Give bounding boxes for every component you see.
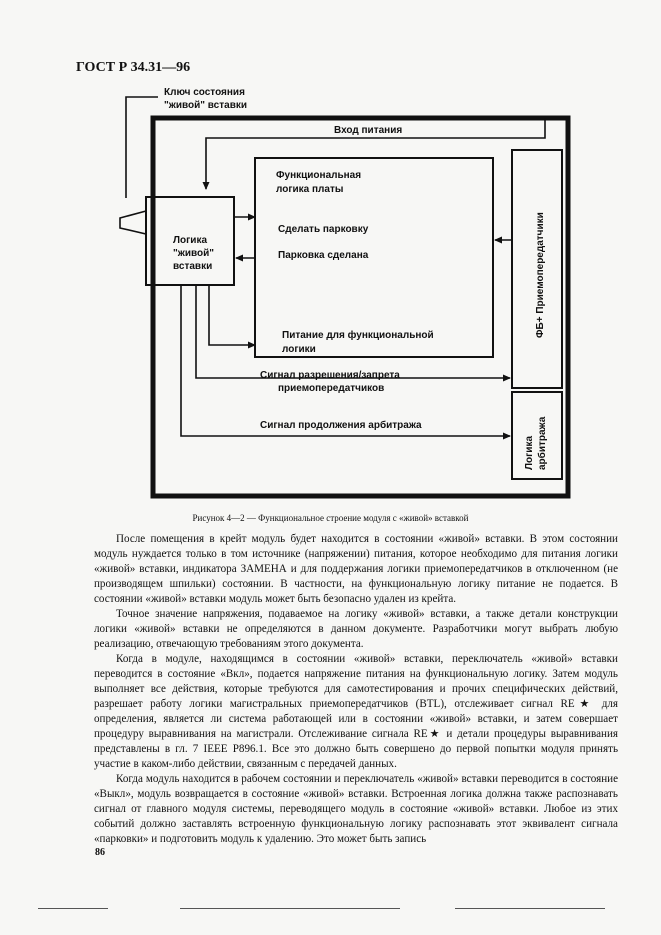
key-label-line1: Ключ состояния (164, 87, 245, 98)
figure-caption: Рисунок 4—2 — Функциональное строение модуля с «живой» вставкой (192, 513, 469, 523)
page-number: 86 (95, 847, 105, 858)
arbitration-signal-label: Сигнал продолжения арбитража (260, 420, 422, 431)
live-logic-line2: "живой" (173, 248, 214, 259)
document-header: ГОСТ Р 34.31—96 (76, 60, 191, 75)
park-command-label: Сделать парковку (278, 224, 369, 235)
live-logic-line3: вставки (173, 261, 213, 272)
arbitration-logic-line2: арбитража (537, 416, 548, 470)
footer-rule-left (38, 908, 108, 909)
enable-signal-line1: Сигнал разрешения/запрета (260, 370, 400, 381)
functional-power-arrow (209, 285, 255, 345)
functional-power-line1: Питание для функциональной (282, 330, 434, 341)
power-input-label: Вход питания (334, 125, 403, 136)
paragraph: После помещения в крейт модуль будет находится в состоянии «живой» вставки. В этом состоянии модуль нуждается только в том источнике (напряжении) питания, которое необходимо для питания логики «живой» вставки, индикатора ЗАМЕНА и для поддержания логики приемопередатчиков в отключенном (не производящем шпильки) состоянии. В частности, на функциональную логику питание не подается. В состоянии «живой» вставки модуль может быть безопасно удален из крейта. (94, 533, 618, 605)
live-logic-line1: Логика (173, 235, 208, 246)
functional-logic-line1: Функциональная (276, 170, 362, 181)
paragraph: Точное значение напряжения, подаваемое на логику «живой» вставки, а также детали конструкции логики «живой» вставки не определяются в данном документе. Разработчики могут выбрать любую реализацию, отвечающую требованиям этого документа. (94, 608, 618, 650)
body-text (94, 532, 618, 847)
paragraph: Когда модуль находится в рабочем состоянии и переключатель «живой» вставки переводится в состояние «Выкл», модуль возвращается в состояние «живой» вставки. Встроенная логика должна также распознавать сигнал от главного модуля системы, переводящего модуль в состояние «живой» вставки. Любое из этих событий должно заставлять встроенную функциональную логику распознавать этот эквивалент сигнала «парковки» и подготовить модуль к удалению. Это может быть запись (94, 773, 618, 845)
key-label-line2: "живой" вставки (164, 100, 247, 111)
key-switch-icon (120, 211, 146, 234)
arbitration-logic-line1: Логика (524, 435, 535, 470)
paragraph: Когда в модуле, находящимся в состоянии «живой» вставки, переключатель «живой» вставки переводится в состояние «Вкл», подается напряжение питания на функциональную логику. Затем модуль выполняет все действия, которые требуются для самотестирования и прочих специфических действий, разрешает работу логики магистральных приемопередатчиков (BTL), отслеживает сигнал RE★ для определения, является ли система работающей или в состоянии «живой» вставки, и затем совершает процедуру выравнивания на магистрали. Отслеживание сигнала RE★ и детали процедуры выравнивания представлены в гл. 7 IEEE P896.1. Все это должно быть совершено до первой попытки модуля принять участие в каком-либо действии, связанным с передачей данных. (94, 653, 618, 770)
arbitration-signal-arrow (181, 285, 510, 436)
footer-rule-right (455, 908, 605, 909)
enable-signal-line2: приемопередатчиков (278, 383, 385, 394)
footer-rule-mid (180, 908, 400, 909)
functional-power-line2: логики (282, 344, 316, 355)
functional-logic-line2: логика платы (276, 184, 344, 195)
transceivers-label: ФБ+ Приемопередатчики (535, 212, 546, 338)
park-done-label: Парковка сделана (278, 250, 369, 261)
